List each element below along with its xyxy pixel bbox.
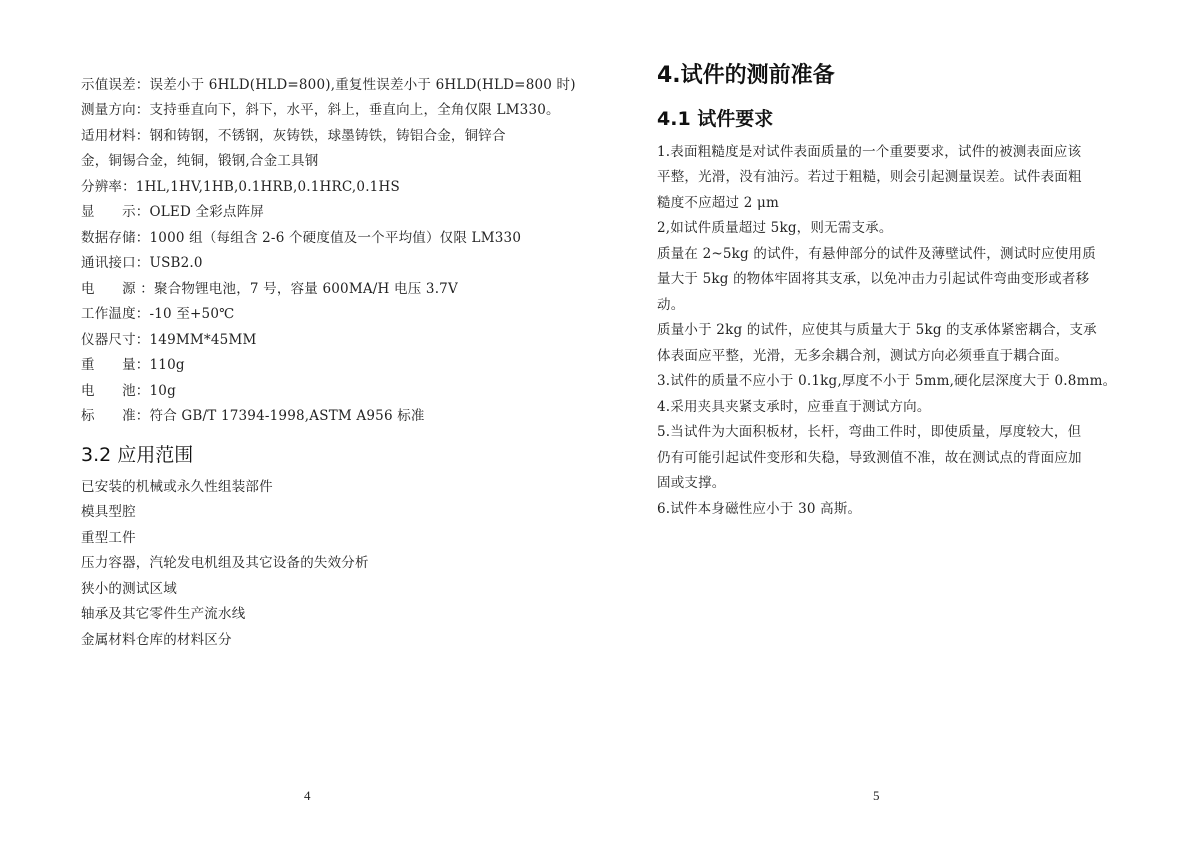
requirement-line: 2,如试件质量超过 5kg，则无需支承。 (657, 220, 893, 236)
spec-standard: 标 准：符合 GB/T 17394-1998,ASTM A956 标准 (81, 408, 425, 424)
application-item: 狭小的测试区域 (81, 581, 177, 597)
requirement-line: 4.采用夹具夹紧支承时，应垂直于测试方向。 (657, 399, 931, 415)
requirement-line: 平整，光滑，没有油污。若过于粗糙，则会引起测量误差。试件表面粗 (657, 169, 1082, 185)
spec-materials-cont: 金，铜锡合金，纯铜，锻钢,合金工具钢 (81, 153, 319, 169)
page-number: 5 (873, 788, 880, 803)
requirement-line: 1.表面粗糙度是对试件表面质量的一个重要要求，试件的被测表面应该 (657, 144, 1082, 160)
spec-resolution: 分辨率：1HL,1HV,1HB,0.1HRB,0.1HRC,0.1HS (81, 179, 400, 195)
requirement-line: 质量小于 2kg 的试件，应使其与质量大于 5kg 的支承体紧密耦合，支承 (657, 322, 1097, 338)
application-item: 模具型腔 (81, 504, 136, 520)
spec-display: 显 示：OLED 全彩点阵屏 (81, 204, 265, 220)
page-number: 4 (304, 788, 311, 803)
spec-accuracy: 示值误差：误差小于 6HLD(HLD=800),重复性误差小于 6HLD(HLD=800 时) (81, 77, 576, 93)
spec-storage: 数据存储：1000 组（每组含 2-6 个硬度值及一个平均值）仅限 LM330 (81, 230, 522, 246)
spec-materials: 适用材料：钢和铸钢，不锈钢，灰铸铁，球墨铸铁，铸铝合金，铜锌合 (81, 128, 506, 144)
application-item: 重型工件 (81, 530, 136, 546)
requirement-line: 3.试件的质量不应小于 0.1kg,厚度不小于 5mm,硬化层深度大于 0.8mm。 (657, 373, 1117, 389)
application-item: 压力容器，汽轮发电机组及其它设备的失效分析 (81, 555, 369, 571)
spec-battery: 电 池：10g (81, 383, 176, 399)
requirement-line: 5.当试件为大面积板材，长杆，弯曲工件时，即使质量，厚度较大，但 (657, 424, 1082, 440)
requirement-line: 仍有可能引起试件变形和失稳，导致测值不准，故在测试点的背面应加 (657, 450, 1082, 466)
application-item: 金属材料仓库的材料区分 (81, 632, 232, 648)
right-page (600, 0, 1200, 848)
spec-dimensions: 仪器尺寸：149MM*45MM (81, 332, 257, 348)
requirement-line: 量大于 5kg 的物体牢固将其支承，以免冲击力引起试件弯曲变形或者移 (657, 271, 1090, 287)
spec-direction: 测量方向：支持垂直向下，斜下，水平，斜上，垂直向上，全角仅限 LM330。 (81, 102, 560, 118)
spec-temperature: 工作温度：-10 至+50℃ (81, 306, 235, 322)
requirement-line: 6.试件本身磁性应小于 30 高斯。 (657, 501, 862, 517)
section-title-requirements: 4.1 试件要求 (657, 108, 774, 130)
requirement-line: 糙度不应超过 2 μm (657, 195, 779, 211)
requirement-line: 固或支撑。 (657, 475, 726, 491)
spec-power: 电 源 ：聚合物锂电池，7 号，容量 600MA/H 电压 3.7V (81, 281, 458, 297)
chapter-title: 4.试件的测前准备 (657, 63, 835, 88)
application-item: 已安装的机械或永久性组装部件 (81, 479, 273, 495)
spec-weight: 重 量：110g (81, 357, 185, 373)
requirement-line: 质量在 2~5kg 的试件，有悬伸部分的试件及薄壁试件，测试时应使用质 (657, 246, 1096, 262)
requirement-line: 动。 (657, 297, 685, 313)
spec-interface: 通讯接口：USB2.0 (81, 255, 203, 271)
requirement-line: 体表面应平整，光滑，无多余耦合剂，测试方向必须垂直于耦合面。 (657, 348, 1068, 364)
section-title-application: 3.2 应用范围 (81, 444, 194, 466)
application-item: 轴承及其它零件生产流水线 (81, 606, 246, 622)
